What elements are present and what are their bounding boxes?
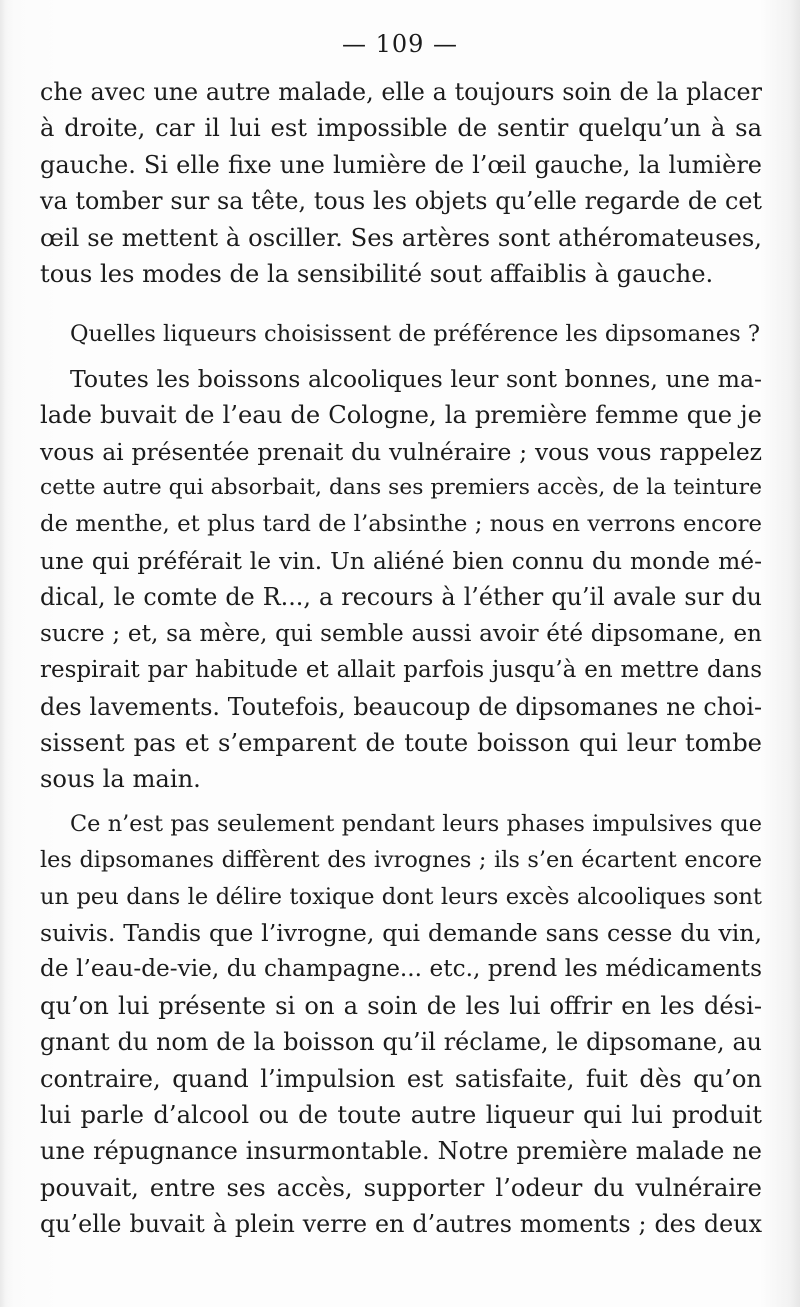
text-line: Ce n’est pas seulement pendant leurs phases impulsives que [70, 810, 762, 837]
text-line: Toutes les boissons alcooliques leur sont bonnes, une ma- [70, 364, 762, 393]
body-text [40, 74, 762, 1243]
text-line: un peu dans le délire toxique dont leurs excès alcooliques sont [40, 883, 762, 910]
text-line: cette autre qui absorbait, dans ses premiers accès, de la teinture [40, 475, 762, 501]
text-line: des lavements. Toutefois, beaucoup de dipsomanes ne choi- [40, 692, 762, 721]
text-line: qu’elle buvait à plein verre en d’autres moments ; des deux [40, 1210, 762, 1239]
text-line: gnant du nom de la boisson qu’il réclame, le dipsomane, au [40, 1028, 762, 1057]
text-line: de l’eau-de-vie, du champagne... etc., prend les médicaments [40, 955, 762, 983]
text-line: respirait par habitude et allait parfois jusqu’à en mettre dans [40, 657, 762, 684]
text-line: de menthe, et plus tard de l’absinthe ; nous en verrons encore [40, 511, 762, 538]
text-line: suivis. Tandis que l’ivrogne, qui demande sans cesse du vin, [40, 918, 762, 947]
text-line: sous la main. [40, 765, 201, 794]
text-line: lade buvait de l’eau de Cologne, la première femme que je [40, 401, 762, 430]
text-line: à droite, car il lui est impossible de sentir quelqu’un à sa [40, 114, 762, 143]
text-line: sissent pas et s’emparent de toute boisson qui leur tombe [40, 728, 762, 757]
text-line: une répugnance insurmontable. Notre première malade ne [40, 1137, 762, 1166]
question-line: Quelles liqueurs choisissent de préférence les dipsomanes ? [70, 321, 760, 348]
paragraph-4 [40, 806, 762, 1243]
page-number-header: — 109 — [341, 30, 459, 58]
text-line: gauche. Si elle fixe une lumière de l’œil gauche, la lumière [40, 150, 762, 179]
text-line: une qui préférait le vin. Un aliéné bien connu du monde mé- [40, 546, 762, 575]
text-line: sucre ; et, sa mère, qui semble aussi avoir été dipsomane, en [40, 619, 762, 647]
text-line: qu’on lui présente si on a soin de les lui offrir en les dési- [40, 991, 762, 1020]
text-line: pouvait, entre ses accès, supporter l’odeur du vulnéraire [40, 1173, 762, 1202]
text-line: che avec une autre malade, elle a toujours soin de la placer [40, 78, 762, 106]
text-line: tous les modes de la sensibilité sout affaiblis à gauche. [40, 260, 714, 289]
text-line: lui parle d’alcool ou de toute autre liqueur qui lui produit [40, 1100, 762, 1129]
text-line: va tomber sur sa tête, tous les objets qu’elle regarde de cet [40, 187, 762, 216]
paragraph-3 [40, 361, 762, 798]
paragraph-1 [40, 74, 762, 292]
text-line: vous ai présentée prenait du vulnéraire ; vous vous rappelez [40, 437, 762, 466]
text-line: œil se mettent à osciller. Ses artères sont athéromateuses, [40, 223, 762, 252]
question-paragraph [40, 316, 762, 352]
text-line: les dipsomanes diffèrent des ivrognes ; ils s’en écartent encore [40, 847, 762, 874]
text-line: contraire, quand l’impulsion est satisfaite, fuit dès qu’on [40, 1064, 762, 1093]
text-line: dical, le comte de R..., a recours à l’éther qu’il avale sur du [40, 583, 762, 612]
